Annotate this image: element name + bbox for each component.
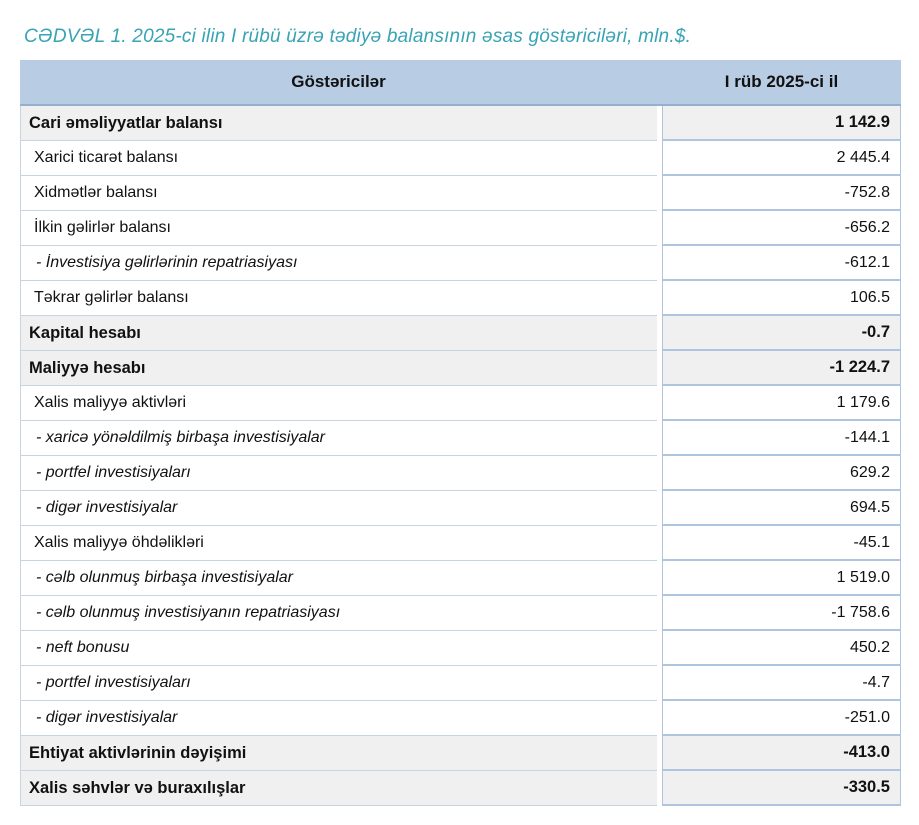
table-row	[20, 176, 901, 211]
row-value: -251.0	[662, 701, 901, 736]
row-label: Xalis maliyyə aktivləri	[20, 386, 657, 421]
row-label: - neft bonusu	[20, 631, 657, 666]
row-label: - cəlb olunmuş birbaşa investisiyalar	[20, 561, 657, 596]
row-label: - digər investisiyalar	[20, 701, 657, 736]
row-value: 629.2	[662, 456, 901, 491]
row-label: Ehtiyat aktivlərinin dəyişimi	[20, 736, 657, 771]
row-label: Xalis maliyyə öhdəlikləri	[20, 526, 657, 561]
row-label: Cari əməliyyatlar balansı	[20, 106, 657, 141]
column-header-indicators: Göstəricilər	[291, 72, 386, 91]
row-value: 694.5	[662, 491, 901, 526]
row-value: -1 224.7	[662, 351, 901, 386]
table-row	[20, 386, 901, 421]
table-row	[20, 421, 901, 456]
table-row	[20, 456, 901, 491]
row-label: Kapital hesabı	[20, 316, 657, 351]
table-row	[20, 736, 901, 771]
table-row	[20, 246, 901, 281]
table-row	[20, 281, 901, 316]
table-row	[20, 631, 901, 666]
table-row	[20, 561, 901, 596]
table-row	[20, 701, 901, 736]
row-label: Təkrar gəlirlər balansı	[20, 281, 657, 316]
row-value: -144.1	[662, 421, 901, 456]
table-row	[20, 351, 901, 386]
row-label: Xidmətlər balansı	[20, 176, 657, 211]
row-label: - portfel investisiyaları	[20, 456, 657, 491]
row-value: -752.8	[662, 176, 901, 211]
row-value: -330.5	[662, 771, 901, 806]
row-label: Xalis səhvlər və buraxılışlar	[20, 771, 657, 806]
row-label: - İnvestisiya gəlirlərinin repatriasiyası	[20, 246, 657, 281]
table-header-row	[20, 60, 901, 106]
table-row	[20, 211, 901, 246]
row-value: -4.7	[662, 666, 901, 701]
row-label: İlkin gəlirlər balansı	[20, 211, 657, 246]
row-label: - xaricə yönəldilmiş birbaşa investisiyalar	[20, 421, 657, 456]
row-value: -1 758.6	[662, 596, 901, 631]
column-header-period: I rüb 2025-ci il	[724, 72, 839, 91]
row-value: -45.1	[662, 526, 901, 561]
table-row	[20, 316, 901, 351]
row-value: -656.2	[662, 211, 901, 246]
row-value: 1 519.0	[662, 561, 901, 596]
row-label: Maliyyə hesabı	[20, 351, 657, 386]
row-value: -0.7	[662, 316, 901, 351]
row-value: 106.5	[662, 281, 901, 316]
row-value: 1 142.9	[662, 106, 901, 141]
table-row	[20, 106, 901, 141]
row-value: 2 445.4	[662, 141, 901, 176]
table-row	[20, 491, 901, 526]
table-row	[20, 141, 901, 176]
table-row	[20, 596, 901, 631]
table-row	[20, 666, 901, 701]
balance-of-payments-table	[20, 60, 901, 806]
row-label: - portfel investisiyaları	[20, 666, 657, 701]
row-value: -413.0	[662, 736, 901, 771]
row-label: - digər investisiyalar	[20, 491, 657, 526]
row-value: 450.2	[662, 631, 901, 666]
row-value: 1 179.6	[662, 386, 901, 421]
row-value: -612.1	[662, 246, 901, 281]
table-body	[20, 106, 901, 806]
table-row	[20, 771, 901, 806]
row-label: - cəlb olunmuş investisiyanın repatriasiyası	[20, 596, 657, 631]
table-title: CƏDVƏL 1. 2025-ci ilin I rübü üzrə tədiyə balansının əsas göstəriciləri, mln.$.	[24, 26, 692, 47]
table-row	[20, 526, 901, 561]
row-label: Xarici ticarət balansı	[20, 141, 657, 176]
